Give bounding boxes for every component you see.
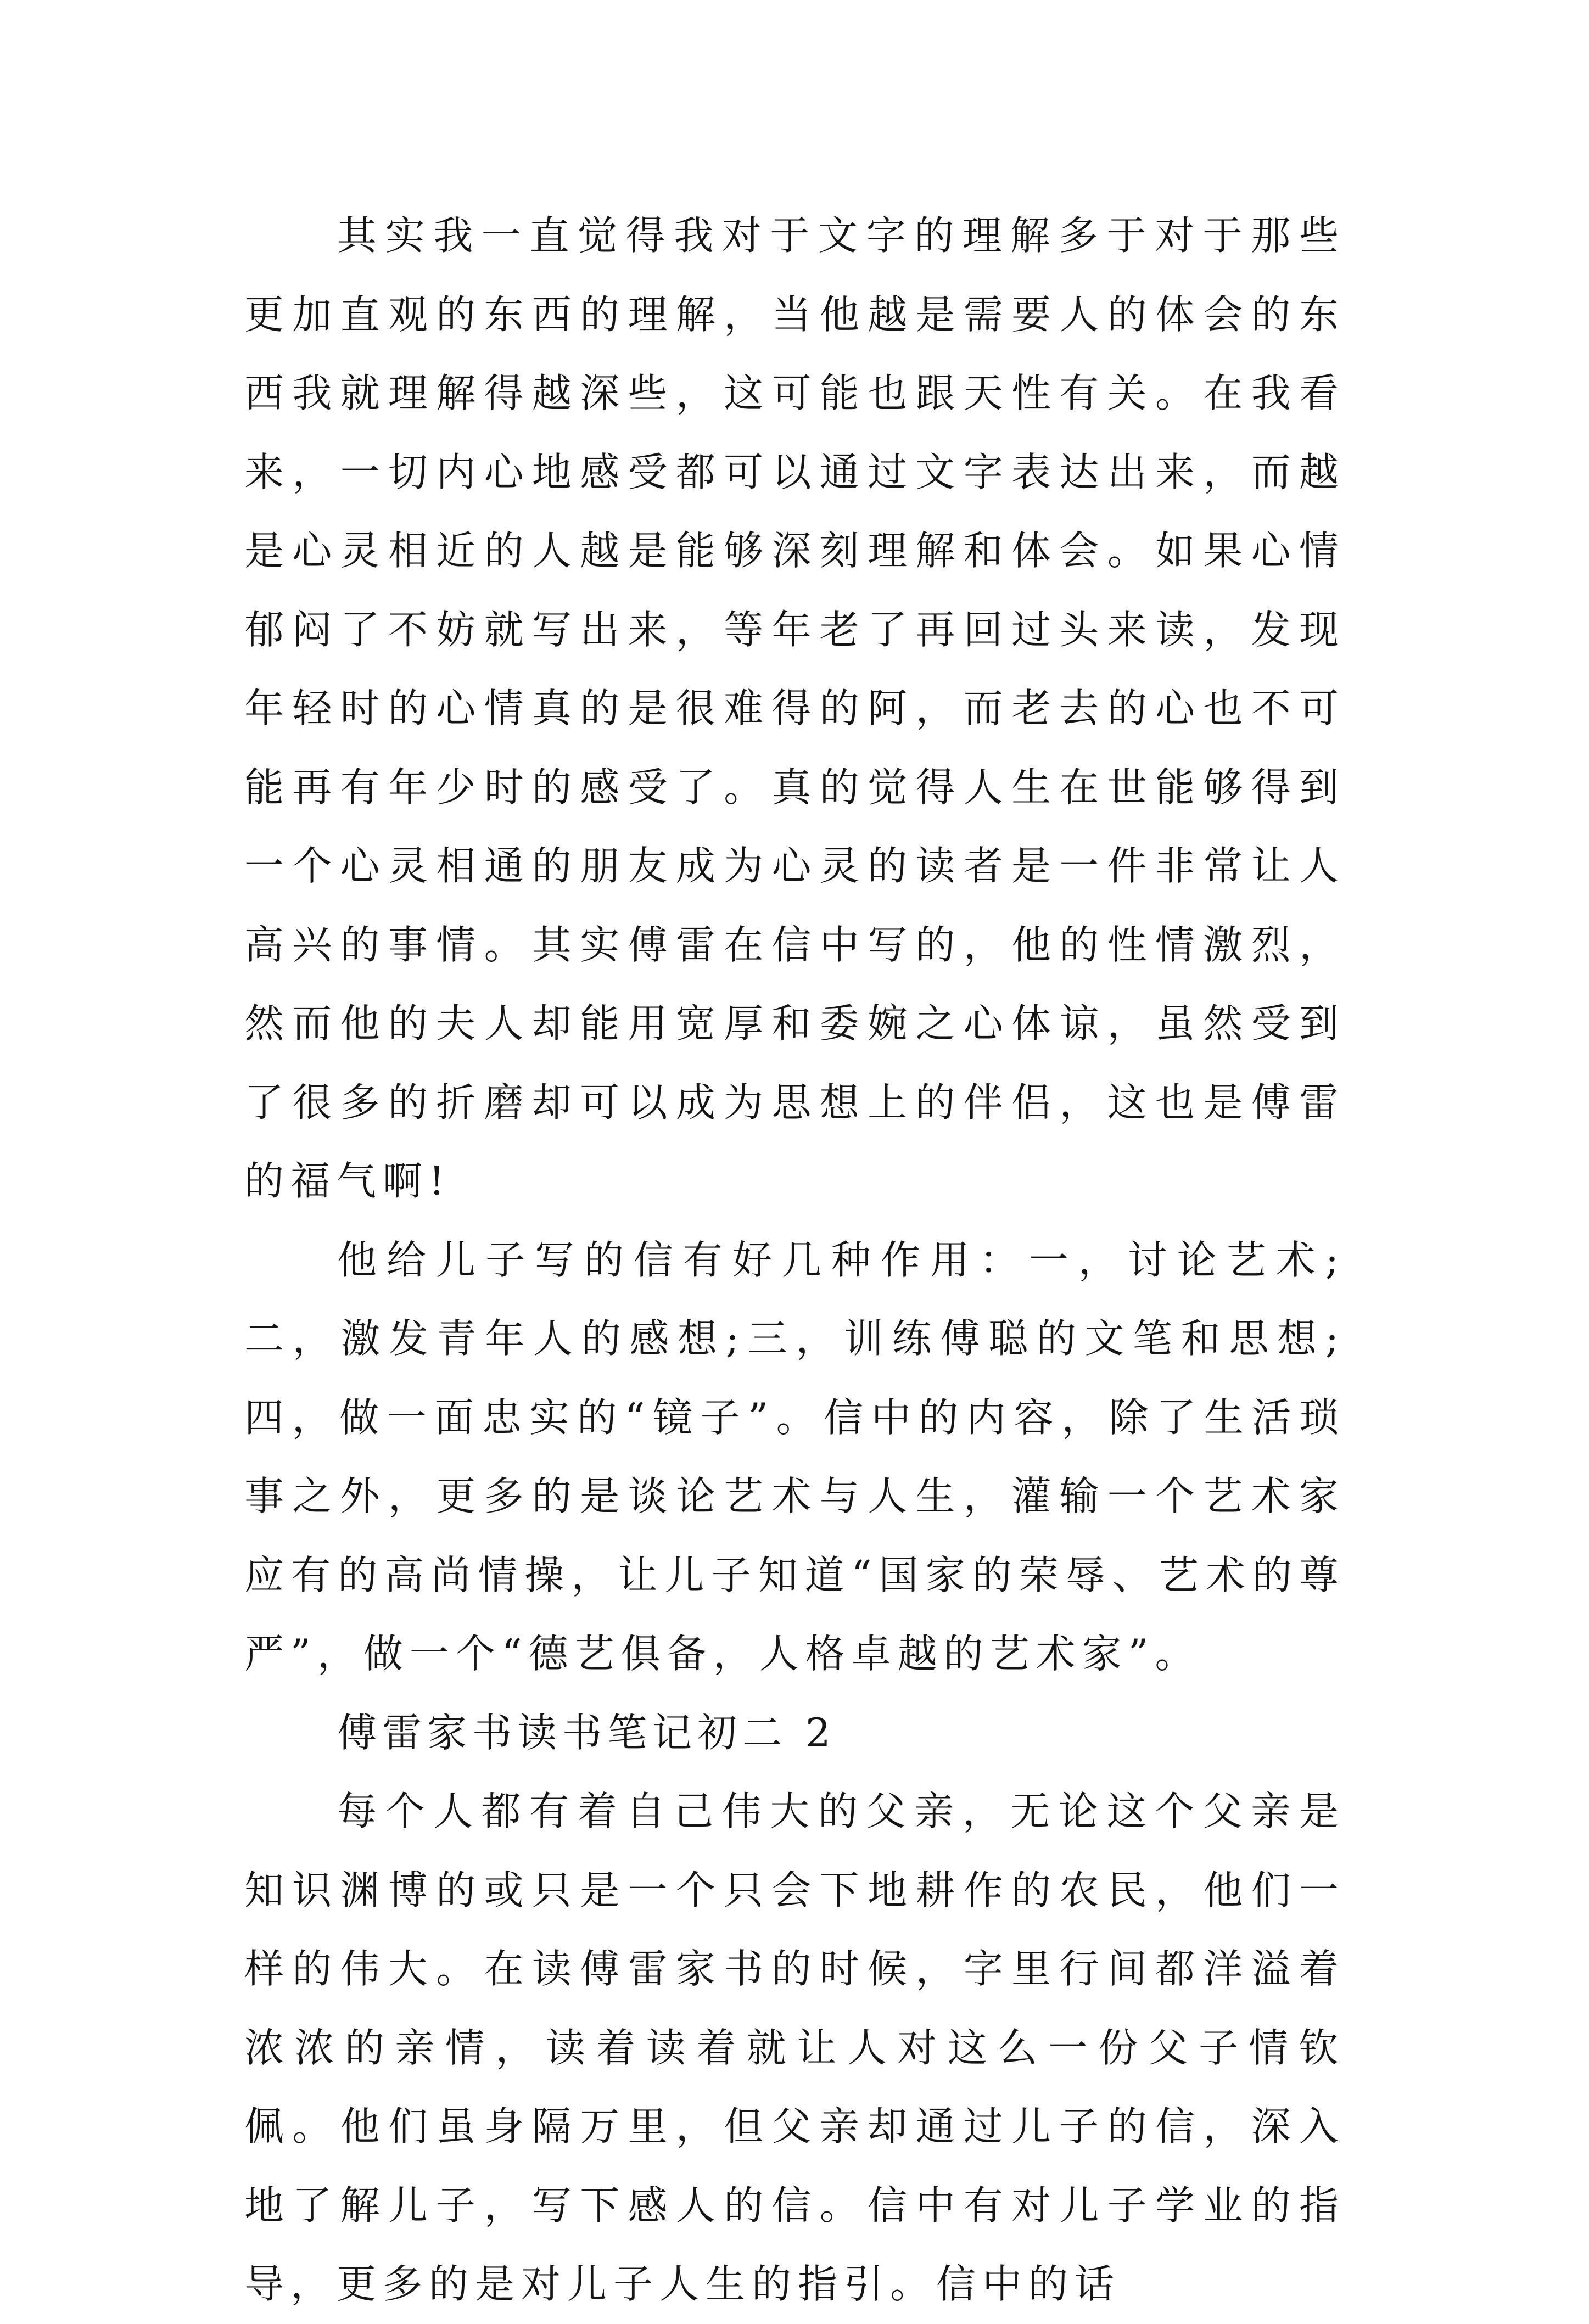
section-heading: 傅雷家书读书笔记初二 2 [337,1709,836,1756]
paragraph-father-son: 每个人都有着自己伟大的父亲，无论这个父亲是知识渊博的或只是一个只会下地耕作的农民，他们一样的伟大。在读傅雷家书的时候，字里行间都洋溢着浓浓的亲情，读着读着就让人对这么一份父子情钦佩。他们虽身隔万里，但父亲却通过儿子的信，深入地了解儿子，写下感人的信。信中有对儿子学业的指导，更多的是对儿子人生的指引。信中的话 [244,1788,1345,2307]
paragraph-letter-purposes: 他给儿子写的信有好几种作用：一，讨论艺术;二，激发青年人的感想;三，训练傅聪的文笔和思想;四，做一面忠实的“镜子”。信中的内容，除了生活琐事之外，更多的是谈论艺术与人生，灌输一个艺术家应有的高尚情操，让儿子知道“国家的荣辱、艺术的尊严”，做一个“德艺俱备，人格卓越的艺术家”。 [244,1236,1345,1677]
paragraph-reflection: 其实我一直觉得我对于文字的理解多于对于那些更加直观的东西的理解，当他越是需要人的体会的东西我就理解得越深些，这可能也跟天性有关。在我看来，一切内心地感受都可以通过文字表达出来，而越是心灵相近的人越是能够深刻理解和体会。如果心情郁闷了不妨就写出来，等年老了再回过头来读，发现年轻时的心情真的是很难得的阿，而老去的心也不可能再有年少时的感受了。真的觉得人生在世能够得到一个心灵相通的朋友成为心灵的读者是一件非常让人高兴的事情。其实傅雷在信中写的，他的性情激烈，然而他的夫人却能用宽厚和委婉之心体谅，虽然受到了很多的折磨却可以成为思想上的伴侣，这也是傅雷的福气啊! [244,212,1345,1204]
document-body [244,197,1345,2324]
